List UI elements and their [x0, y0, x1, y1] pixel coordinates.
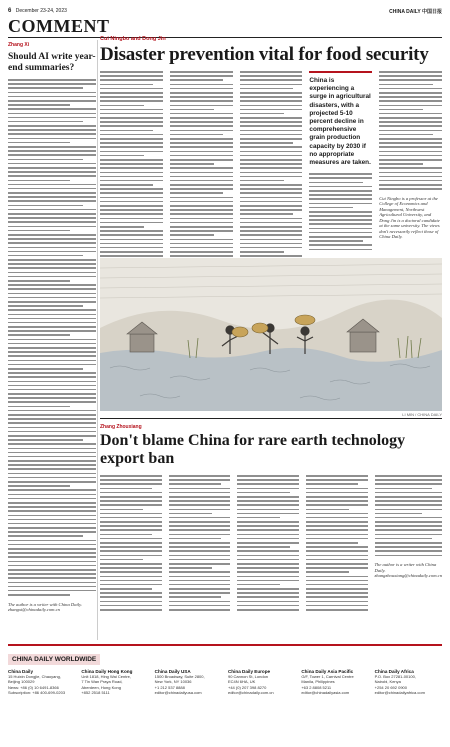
main-col-4	[309, 71, 372, 257]
second-col-1	[100, 475, 162, 611]
second-col-5	[375, 475, 443, 611]
left-author: Zhang Xi	[8, 42, 30, 48]
paper-name: CHINA DAILY	[389, 8, 421, 15]
second-article	[100, 424, 442, 611]
main-col-3	[240, 71, 303, 257]
main-col-2	[170, 71, 233, 257]
second-col-4	[306, 475, 368, 611]
section-title: COMMENT	[8, 16, 110, 36]
main-article	[100, 36, 442, 257]
second-article-headline: Don't blame China for rare earth technology export ban	[100, 432, 406, 467]
office-block: China Daily Africa P.O. Box 27281-00100, Nairobi, Kenya +254 20 692 0900 editor@chinadailyafrica.com	[374, 669, 425, 695]
main-col-5	[379, 71, 442, 257]
illustration-graphic	[100, 258, 442, 411]
main-article-body	[100, 71, 442, 257]
office-block: China Daily 15 Huixin Dongjie, Chaoyang, Beijing 100029 News: +86 (0) 10 6491-8366 Subscription: +86 400-699-0203	[8, 669, 66, 695]
footer-title: CHINA DAILY WORLDWIDE	[8, 654, 100, 665]
second-article-body	[100, 475, 442, 611]
article-divider	[100, 418, 442, 419]
issue-date: December 23-24, 2023	[15, 8, 67, 14]
worldwide-footer	[8, 644, 442, 739]
second-col-2	[169, 475, 231, 611]
column-divider	[97, 40, 98, 640]
page-info	[8, 8, 67, 14]
masthead-strip	[8, 6, 442, 16]
office-list	[8, 669, 442, 695]
main-article-authors: Cui Ningbo and Dong Jin	[100, 36, 166, 42]
left-author-note: The author is a writer with China Daily. zhangxi@chinadaily.com.cn	[8, 601, 83, 613]
office-block: China Daily Europe 90 Cannon St, London EC4N 6HA, UK +44 (0) 207 398 8270 editor@chinadaily.com.cn	[227, 669, 274, 695]
second-col-3	[237, 475, 299, 611]
paper-name-block	[389, 8, 442, 15]
main-author-note: Cui Ningbo is a professor at the College of Economics and Management, Northwest Agricultural University, and Dong Jin is a doctoral candidate at the same university. The views don't necessarily reflect those of China Daily.	[379, 195, 440, 240]
paper-name-chinese: 中国日报	[421, 8, 442, 15]
second-article-author: Zhang Zhouxiang	[100, 424, 142, 430]
left-headline: Should AI write year-end summaries?	[8, 52, 96, 73]
left-column-article	[8, 42, 96, 613]
office-block: China Daily Asia Pacific G/F, Tower 1, Carnival Centre Manila, Philippines +63 2 8808 5211 editor@chinadailyasia.com	[301, 669, 354, 695]
office-block: China Daily USA 1500 Broadway, Suite 2800, New York, NY 10036 +1 212 537 8888 editor@chinadailyusa.com	[154, 669, 205, 695]
page-number: 6	[8, 8, 12, 14]
flood-illustration	[100, 258, 442, 411]
main-col-1	[100, 71, 163, 257]
second-author-note: The author is a writer with China Daily. zhangzhouxiang@chinadaily.com.cn	[374, 562, 443, 579]
illustration-credit: LI MIN / CHINA DAILY	[402, 412, 442, 417]
pull-quote: China is experiencing a surge in agricultural disasters, with a projected 5-10 percent decline in comprehensive grain production capacity by 2030 if no appropriate measures are taken.	[309, 71, 372, 167]
main-article-headline: Disaster prevention vital for food security	[100, 44, 429, 65]
left-body-text	[8, 79, 96, 596]
office-block: China Daily Hong Kong Unit 1818, Hing Wai Centre, 7 Tin Wan Praya Road, Aberdeen, Hong Kong +852 2518 5111	[81, 669, 133, 695]
